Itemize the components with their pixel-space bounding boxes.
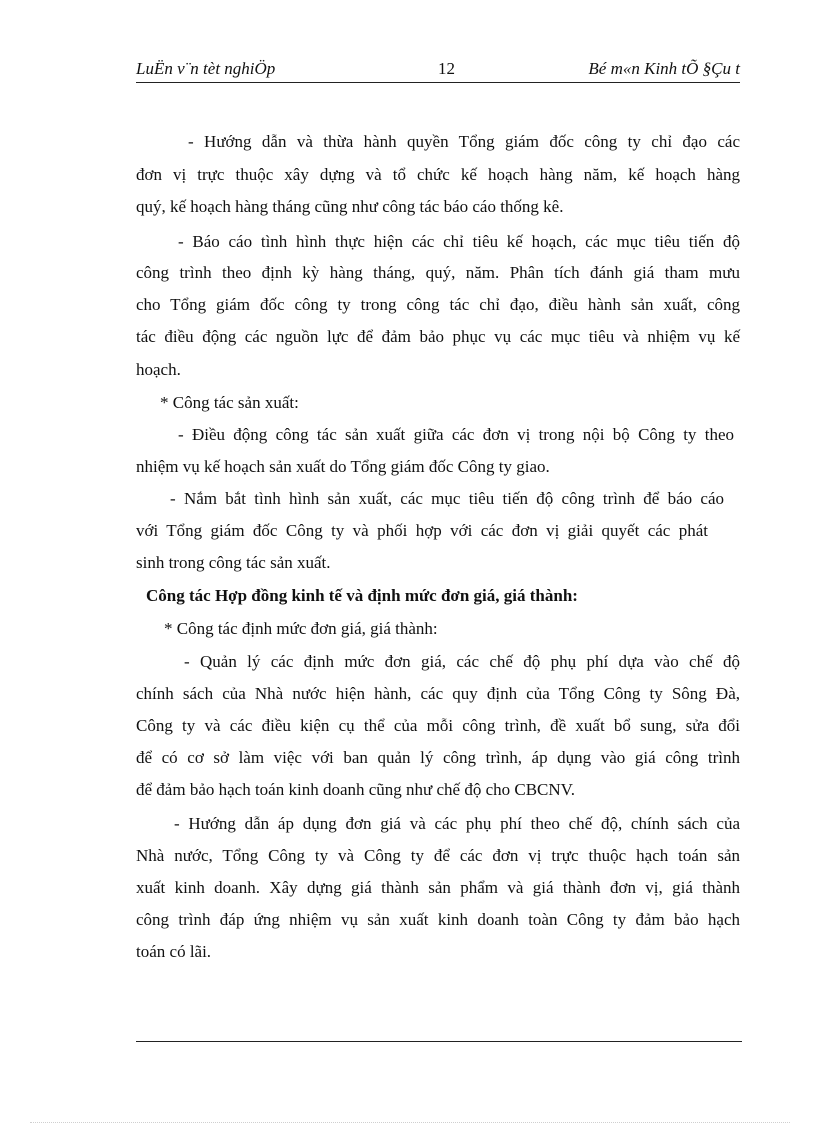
paragraph-line: công trình theo định kỳ hàng tháng, quý, năm. Phân tích đánh giá tham mưu: [136, 263, 740, 282]
paragraph-line: sinh trong công tác sản xuất.: [136, 553, 331, 572]
paragraph-line: - Nắm bắt tình hình sản xuất, các mục tiêu tiến độ công trình để báo cáo: [170, 489, 724, 508]
paragraph-line: cho Tổng giám đốc công ty trong công tác chỉ đạo, điều hành sản xuất, công: [136, 295, 740, 314]
paragraph-line: - Hướng dẫn áp dụng đơn giá và các phụ phí theo chế độ, chính sách của: [174, 814, 740, 833]
paragraph-line: Công ty và các điều kiện cụ thể của mỗi công trình, đề xuất bổ sung, sửa đổi: [136, 716, 740, 735]
paragraph-line: Nhà nước, Tổng Công ty và Công ty để các đơn vị trực thuộc hạch toán sản: [136, 846, 740, 865]
paragraph-line: - Báo cáo tình hình thực hiện các chỉ tiêu kế hoạch, các mục tiêu tiến độ: [178, 232, 740, 251]
paragraph-line: để đảm bảo hạch toán kinh doanh cũng như chế độ cho CBCNV.: [136, 780, 576, 799]
paragraph-line: chính sách của Nhà nước hiện hành, các quy định của Tổng Công ty Sông Đà,: [136, 684, 740, 703]
section-heading: Công tác Hợp đồng kinh tế và định mức đơn giá, giá thành:: [146, 586, 578, 605]
paragraph-line: công trình đáp ứng nhiệm vụ sản xuất kinh doanh toàn Công ty đảm bảo hạch: [136, 910, 740, 929]
section-subheading: * Công tác sản xuất:: [160, 393, 299, 412]
paragraph-line: quý, kế hoạch hàng tháng cũng như công tác báo cáo thống kê.: [136, 197, 564, 216]
paragraph-line: tác điều động các nguồn lực để đảm bảo phục vụ các mục tiêu và nhiệm vụ kế: [136, 327, 740, 346]
paragraph-line: - Điều động công tác sản xuất giữa các đơn vị trong nội bộ Công ty theo: [178, 425, 734, 444]
paragraph-line: đơn vị trực thuộc xây dựng và tổ chức kế hoạch hàng năm, kế hoạch hàng: [136, 165, 740, 184]
footer-rule: [136, 1041, 742, 1042]
paragraph-line: nhiệm vụ kế hoạch sản xuất do Tổng giám đốc Công ty giao.: [136, 457, 550, 476]
section-subheading: * Công tác định mức đơn giá, giá thành:: [164, 619, 438, 638]
paragraph-line: - Hướng dẫn và thừa hành quyền Tổng giám đốc công ty chỉ đạo các: [188, 132, 740, 151]
paragraph-line: xuất kinh doanh. Xây dựng giá thành sản phẩm và giá thành đơn vị, giá thành: [136, 878, 740, 897]
paragraph-line: hoạch.: [136, 360, 181, 379]
header-department: Bé m«n Kinh tÕ §Çu t: [588, 59, 740, 78]
page-header: [136, 56, 740, 83]
paragraph-line: toán có lãi.: [136, 942, 212, 961]
header-thesis-title: LuËn v¨n tèt nghiÖp: [136, 59, 276, 78]
page-number: 12: [438, 59, 455, 78]
paragraph-line: với Tổng giám đốc Công ty và phối hợp với các đơn vị giải quyết các phát: [136, 521, 708, 540]
paragraph-line: - Quản lý các định mức đơn giá, các chế độ phụ phí dựa vào chế độ: [184, 652, 740, 671]
paragraph-line: để có cơ sở làm việc với ban quản lý công trình, áp dụng vào giá công trình: [136, 748, 740, 767]
